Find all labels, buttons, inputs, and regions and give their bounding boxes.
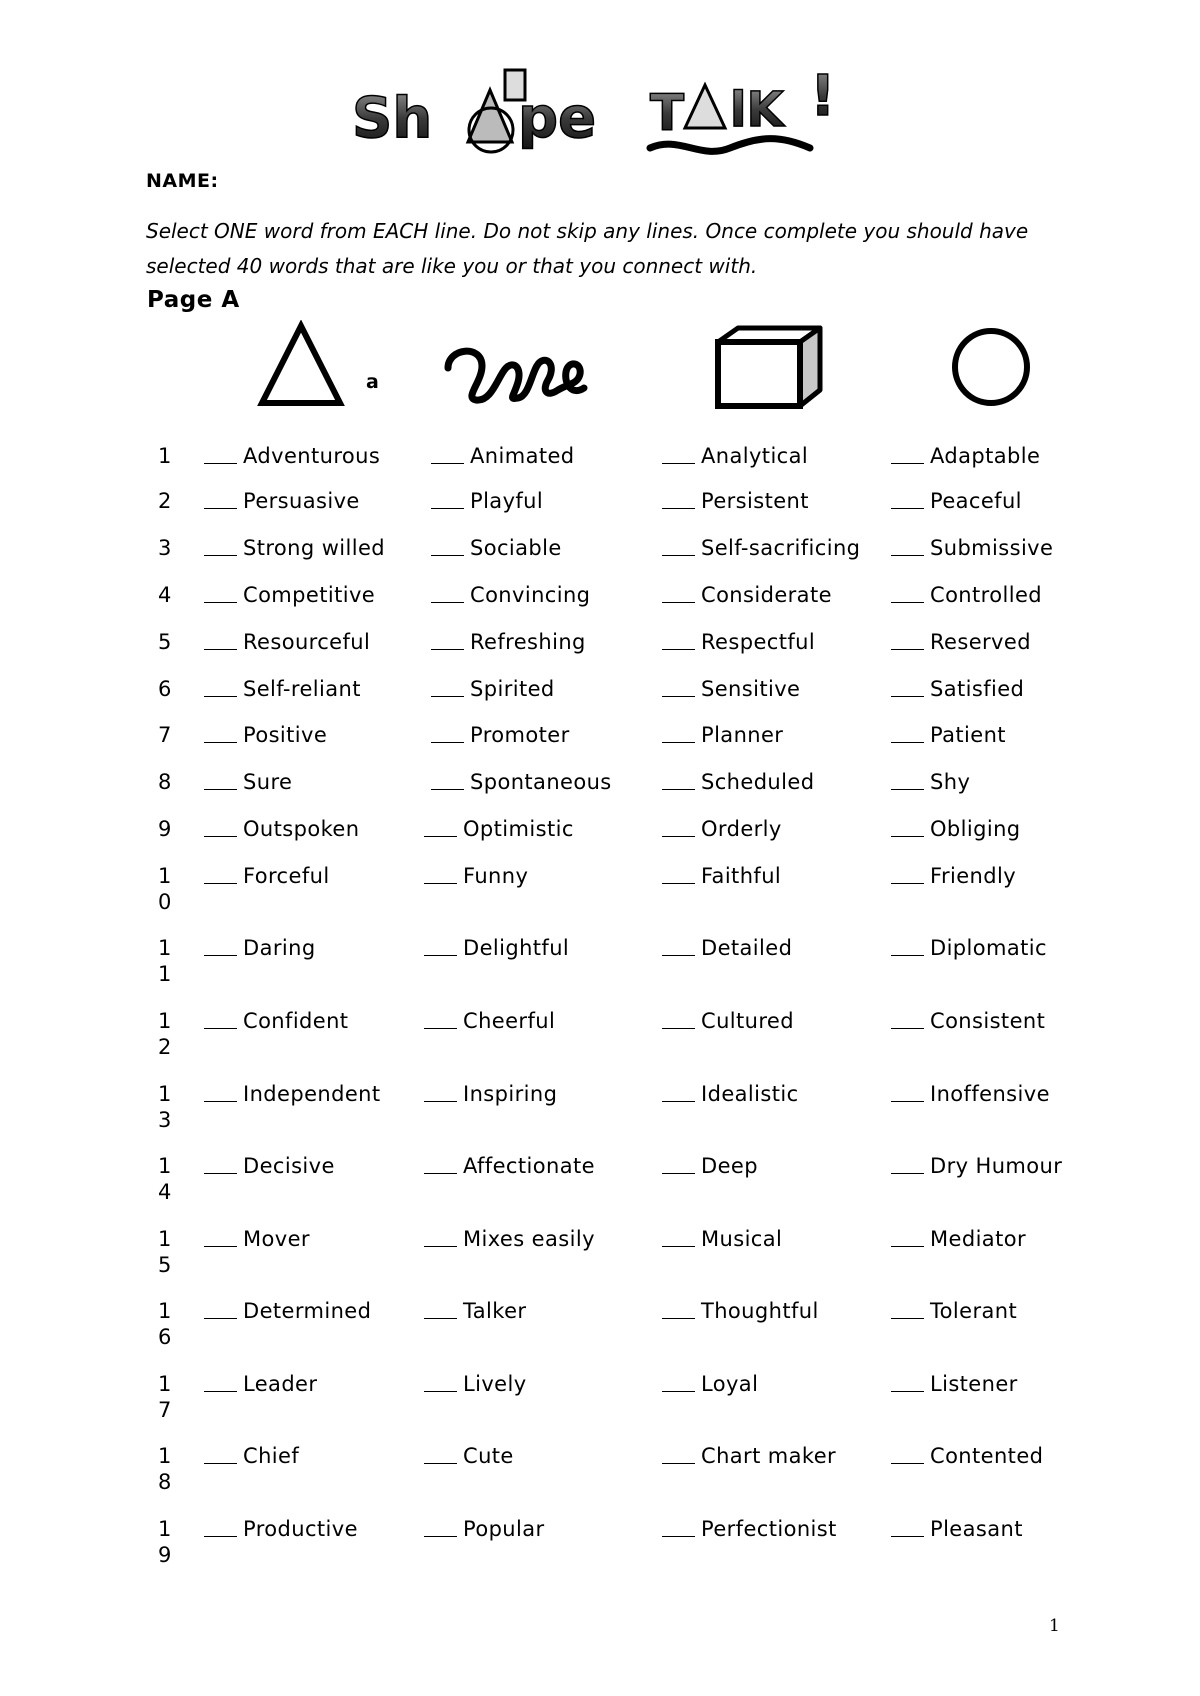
- answer-blank[interactable]: [204, 1391, 237, 1392]
- word-row: [0, 1153, 1200, 1204]
- word-option: Dry Humour: [930, 1154, 1063, 1178]
- word-option: Mediator: [930, 1227, 1026, 1251]
- answer-blank[interactable]: [891, 1101, 924, 1102]
- answer-blank[interactable]: [204, 1463, 237, 1464]
- answer-blank[interactable]: [431, 463, 464, 464]
- word-row: [0, 1516, 1200, 1567]
- answer-blank[interactable]: [662, 1391, 695, 1392]
- answer-blank[interactable]: [204, 555, 237, 556]
- answer-blank[interactable]: [662, 1318, 695, 1319]
- answer-blank[interactable]: [431, 742, 464, 743]
- svg-text:Sh: Sh: [352, 86, 433, 151]
- row-number: 14: [158, 1154, 172, 1204]
- row-number: 2: [158, 489, 172, 513]
- word-option: Cheerful: [463, 1009, 556, 1033]
- word-option: Idealistic: [701, 1082, 799, 1106]
- answer-blank[interactable]: [891, 696, 924, 697]
- word-option: Tolerant: [930, 1299, 1018, 1323]
- word-option: Decisive: [243, 1154, 335, 1178]
- answer-blank[interactable]: [891, 1246, 924, 1247]
- answer-blank[interactable]: [662, 742, 695, 743]
- answer-blank[interactable]: [891, 742, 924, 743]
- word-option: Leader: [243, 1372, 318, 1396]
- answer-blank[interactable]: [204, 742, 237, 743]
- answer-blank[interactable]: [204, 463, 237, 464]
- answer-blank[interactable]: [204, 1246, 237, 1247]
- answer-blank[interactable]: [424, 883, 457, 884]
- word-option: Affectionate: [463, 1154, 595, 1178]
- word-option: Determined: [243, 1299, 372, 1323]
- word-row: [0, 935, 1200, 986]
- word-option: Convincing: [470, 583, 591, 607]
- word-option: Promoter: [470, 723, 570, 747]
- answer-blank[interactable]: [662, 1246, 695, 1247]
- answer-blank[interactable]: [662, 1028, 695, 1029]
- word-option: Loyal: [701, 1372, 759, 1396]
- answer-blank[interactable]: [662, 836, 695, 837]
- shape-talk-logo: [350, 60, 855, 165]
- page-number: 1: [1049, 1616, 1060, 1636]
- answer-blank[interactable]: [891, 649, 924, 650]
- row-number: 17: [158, 1372, 172, 1422]
- answer-blank[interactable]: [204, 1101, 237, 1102]
- answer-blank[interactable]: [891, 1391, 924, 1392]
- word-option: Obliging: [930, 817, 1021, 841]
- word-option: Chart maker: [701, 1444, 837, 1468]
- row-number: 13: [158, 1082, 172, 1132]
- word-option: Self-reliant: [243, 677, 361, 701]
- answer-blank[interactable]: [431, 602, 464, 603]
- answer-blank[interactable]: [204, 836, 237, 837]
- word-option: Diplomatic: [930, 936, 1047, 960]
- svg-text:pe: pe: [518, 86, 597, 151]
- word-option: Productive: [243, 1517, 358, 1541]
- answer-blank[interactable]: [891, 789, 924, 790]
- row-number: 10: [158, 864, 172, 914]
- svg-text:lK: lK: [730, 82, 784, 138]
- word-row: [0, 816, 1200, 856]
- triangle-icon: [256, 320, 346, 408]
- answer-blank[interactable]: [891, 602, 924, 603]
- word-option: Funny: [463, 864, 529, 888]
- row-number: 12: [158, 1009, 172, 1059]
- answer-blank[interactable]: [424, 836, 457, 837]
- answer-blank[interactable]: [424, 1101, 457, 1102]
- word-row: [0, 1226, 1200, 1277]
- word-option: Submissive: [930, 536, 1054, 560]
- row-number: 8: [158, 770, 172, 794]
- word-option: Listener: [930, 1372, 1018, 1396]
- word-option: Adventurous: [243, 444, 381, 468]
- row-number: 1: [158, 444, 172, 468]
- word-option: Optimistic: [463, 817, 574, 841]
- word-option: Resourceful: [243, 630, 371, 654]
- word-option: Chief: [243, 1444, 300, 1468]
- word-option: Persistent: [701, 489, 809, 513]
- answer-blank[interactable]: [204, 883, 237, 884]
- answer-blank[interactable]: [891, 508, 924, 509]
- word-option: Sure: [243, 770, 293, 794]
- answer-blank[interactable]: [662, 602, 695, 603]
- word-option: Shy: [930, 770, 971, 794]
- answer-blank[interactable]: [891, 463, 924, 464]
- answer-blank[interactable]: [891, 836, 924, 837]
- answer-blank[interactable]: [662, 696, 695, 697]
- answer-blank[interactable]: [204, 1028, 237, 1029]
- word-option: Persuasive: [243, 489, 360, 513]
- word-option: Reserved: [930, 630, 1031, 654]
- page-label: Page A: [147, 287, 240, 313]
- answer-blank[interactable]: [891, 1318, 924, 1319]
- answer-blank[interactable]: [662, 1536, 695, 1537]
- word-option: Musical: [701, 1227, 783, 1251]
- answer-blank[interactable]: [662, 789, 695, 790]
- answer-blank[interactable]: [204, 1318, 237, 1319]
- circle-icon: [950, 326, 1032, 408]
- row-number: 3: [158, 536, 172, 560]
- word-option: Playful: [470, 489, 544, 513]
- word-option: Sensitive: [701, 677, 801, 701]
- word-option: Refreshing: [470, 630, 586, 654]
- answer-blank[interactable]: [424, 1173, 457, 1174]
- answer-blank[interactable]: [662, 1173, 695, 1174]
- answer-blank[interactable]: [424, 1536, 457, 1537]
- answer-blank[interactable]: [891, 883, 924, 884]
- answer-blank[interactable]: [662, 555, 695, 556]
- answer-blank[interactable]: [431, 789, 464, 790]
- answer-blank[interactable]: [424, 1028, 457, 1029]
- answer-blank[interactable]: [891, 1463, 924, 1464]
- word-option: Self-sacrificing: [701, 536, 861, 560]
- word-option: Inspiring: [463, 1082, 558, 1106]
- answer-blank[interactable]: [424, 955, 457, 956]
- word-option: Deep: [701, 1154, 758, 1178]
- word-row: [0, 582, 1200, 622]
- answer-blank[interactable]: [424, 1246, 457, 1247]
- answer-blank[interactable]: [431, 555, 464, 556]
- word-row: [0, 1298, 1200, 1349]
- word-row: [0, 1081, 1200, 1132]
- word-option: Mover: [243, 1227, 310, 1251]
- answer-blank[interactable]: [424, 1318, 457, 1319]
- answer-blank[interactable]: [204, 508, 237, 509]
- row-number: 9: [158, 817, 172, 841]
- word-row: [0, 722, 1200, 762]
- word-option: Talker: [463, 1299, 527, 1323]
- answer-blank[interactable]: [891, 555, 924, 556]
- row-number: 11: [158, 936, 172, 986]
- word-option: Mixes easily: [463, 1227, 595, 1251]
- word-option: Cultured: [701, 1009, 794, 1033]
- word-row: [0, 1371, 1200, 1422]
- answer-blank[interactable]: [431, 696, 464, 697]
- word-option: Daring: [243, 936, 316, 960]
- answer-blank[interactable]: [424, 1391, 457, 1392]
- row-number: 15: [158, 1227, 172, 1277]
- word-option: Sociable: [470, 536, 562, 560]
- answer-blank[interactable]: [204, 789, 237, 790]
- word-option: Adaptable: [930, 444, 1041, 468]
- answer-blank[interactable]: [431, 508, 464, 509]
- answer-blank[interactable]: [662, 883, 695, 884]
- word-option: Faithful: [701, 864, 782, 888]
- word-option: Controlled: [930, 583, 1042, 607]
- word-option: Outspoken: [243, 817, 360, 841]
- word-option: Considerate: [701, 583, 832, 607]
- name-label: NAME:: [146, 170, 219, 192]
- row-number: 7: [158, 723, 172, 747]
- word-option: Detailed: [701, 936, 793, 960]
- answer-blank[interactable]: [204, 955, 237, 956]
- word-row: [0, 629, 1200, 669]
- answer-blank[interactable]: [662, 955, 695, 956]
- word-row: [0, 443, 1200, 483]
- word-option: Competitive: [243, 583, 376, 607]
- word-option: Independent: [243, 1082, 381, 1106]
- word-option: Peaceful: [930, 489, 1022, 513]
- answer-blank[interactable]: [662, 649, 695, 650]
- word-row: [0, 676, 1200, 716]
- shape-letter: a: [366, 371, 379, 393]
- answer-blank[interactable]: [204, 1536, 237, 1537]
- answer-blank[interactable]: [424, 1463, 457, 1464]
- row-number: 18: [158, 1444, 172, 1494]
- word-option: Consistent: [930, 1009, 1046, 1033]
- word-option: Lively: [463, 1372, 527, 1396]
- word-option: Respectful: [701, 630, 816, 654]
- word-option: Forceful: [243, 864, 330, 888]
- word-option: Contented: [930, 1444, 1044, 1468]
- svg-text:!: !: [810, 64, 836, 129]
- row-number: 5: [158, 630, 172, 654]
- row-number: 6: [158, 677, 172, 701]
- answer-blank[interactable]: [662, 1101, 695, 1102]
- answer-blank[interactable]: [891, 1028, 924, 1029]
- word-option: Delightful: [463, 936, 570, 960]
- word-row: [0, 535, 1200, 575]
- answer-blank[interactable]: [431, 649, 464, 650]
- answer-blank[interactable]: [662, 1463, 695, 1464]
- word-option: Satisfied: [930, 677, 1025, 701]
- box-icon: [710, 320, 825, 412]
- answer-blank[interactable]: [891, 1173, 924, 1174]
- word-option: Animated: [470, 444, 575, 468]
- row-number: 16: [158, 1299, 172, 1349]
- answer-blank[interactable]: [204, 696, 237, 697]
- word-option: Analytical: [701, 444, 809, 468]
- word-row: [0, 769, 1200, 809]
- word-row: [0, 1008, 1200, 1059]
- word-option: Orderly: [701, 817, 782, 841]
- answer-blank[interactable]: [662, 463, 695, 464]
- answer-blank[interactable]: [204, 649, 237, 650]
- word-option: Thoughtful: [701, 1299, 819, 1323]
- word-option: Spontaneous: [470, 770, 612, 794]
- word-option: Spirited: [470, 677, 555, 701]
- row-number: 4: [158, 583, 172, 607]
- word-option: Scheduled: [701, 770, 815, 794]
- word-option: Strong willed: [243, 536, 386, 560]
- word-row: [0, 863, 1200, 914]
- word-option: Cute: [463, 1444, 514, 1468]
- word-option: Patient: [930, 723, 1006, 747]
- answer-blank[interactable]: [662, 508, 695, 509]
- answer-blank[interactable]: [891, 955, 924, 956]
- answer-blank[interactable]: [204, 1173, 237, 1174]
- answer-blank[interactable]: [204, 602, 237, 603]
- word-option: Perfectionist: [701, 1517, 837, 1541]
- answer-blank[interactable]: [891, 1536, 924, 1537]
- word-row: [0, 488, 1200, 528]
- word-option: Popular: [463, 1517, 545, 1541]
- word-option: Planner: [701, 723, 784, 747]
- squiggle-icon: [440, 340, 590, 408]
- word-option: Confident: [243, 1009, 349, 1033]
- instructions-text: Select ONE word from EACH line. Do not skip any lines. Once complete you should have selected 40 words that are like you or that you connect with.: [146, 219, 1029, 278]
- word-option: Inoffensive: [930, 1082, 1050, 1106]
- word-option: Positive: [243, 723, 328, 747]
- word-option: Friendly: [930, 864, 1017, 888]
- svg-text:T: T: [650, 84, 685, 142]
- row-number: 19: [158, 1517, 172, 1567]
- word-row: [0, 1443, 1200, 1494]
- word-option: Pleasant: [930, 1517, 1023, 1541]
